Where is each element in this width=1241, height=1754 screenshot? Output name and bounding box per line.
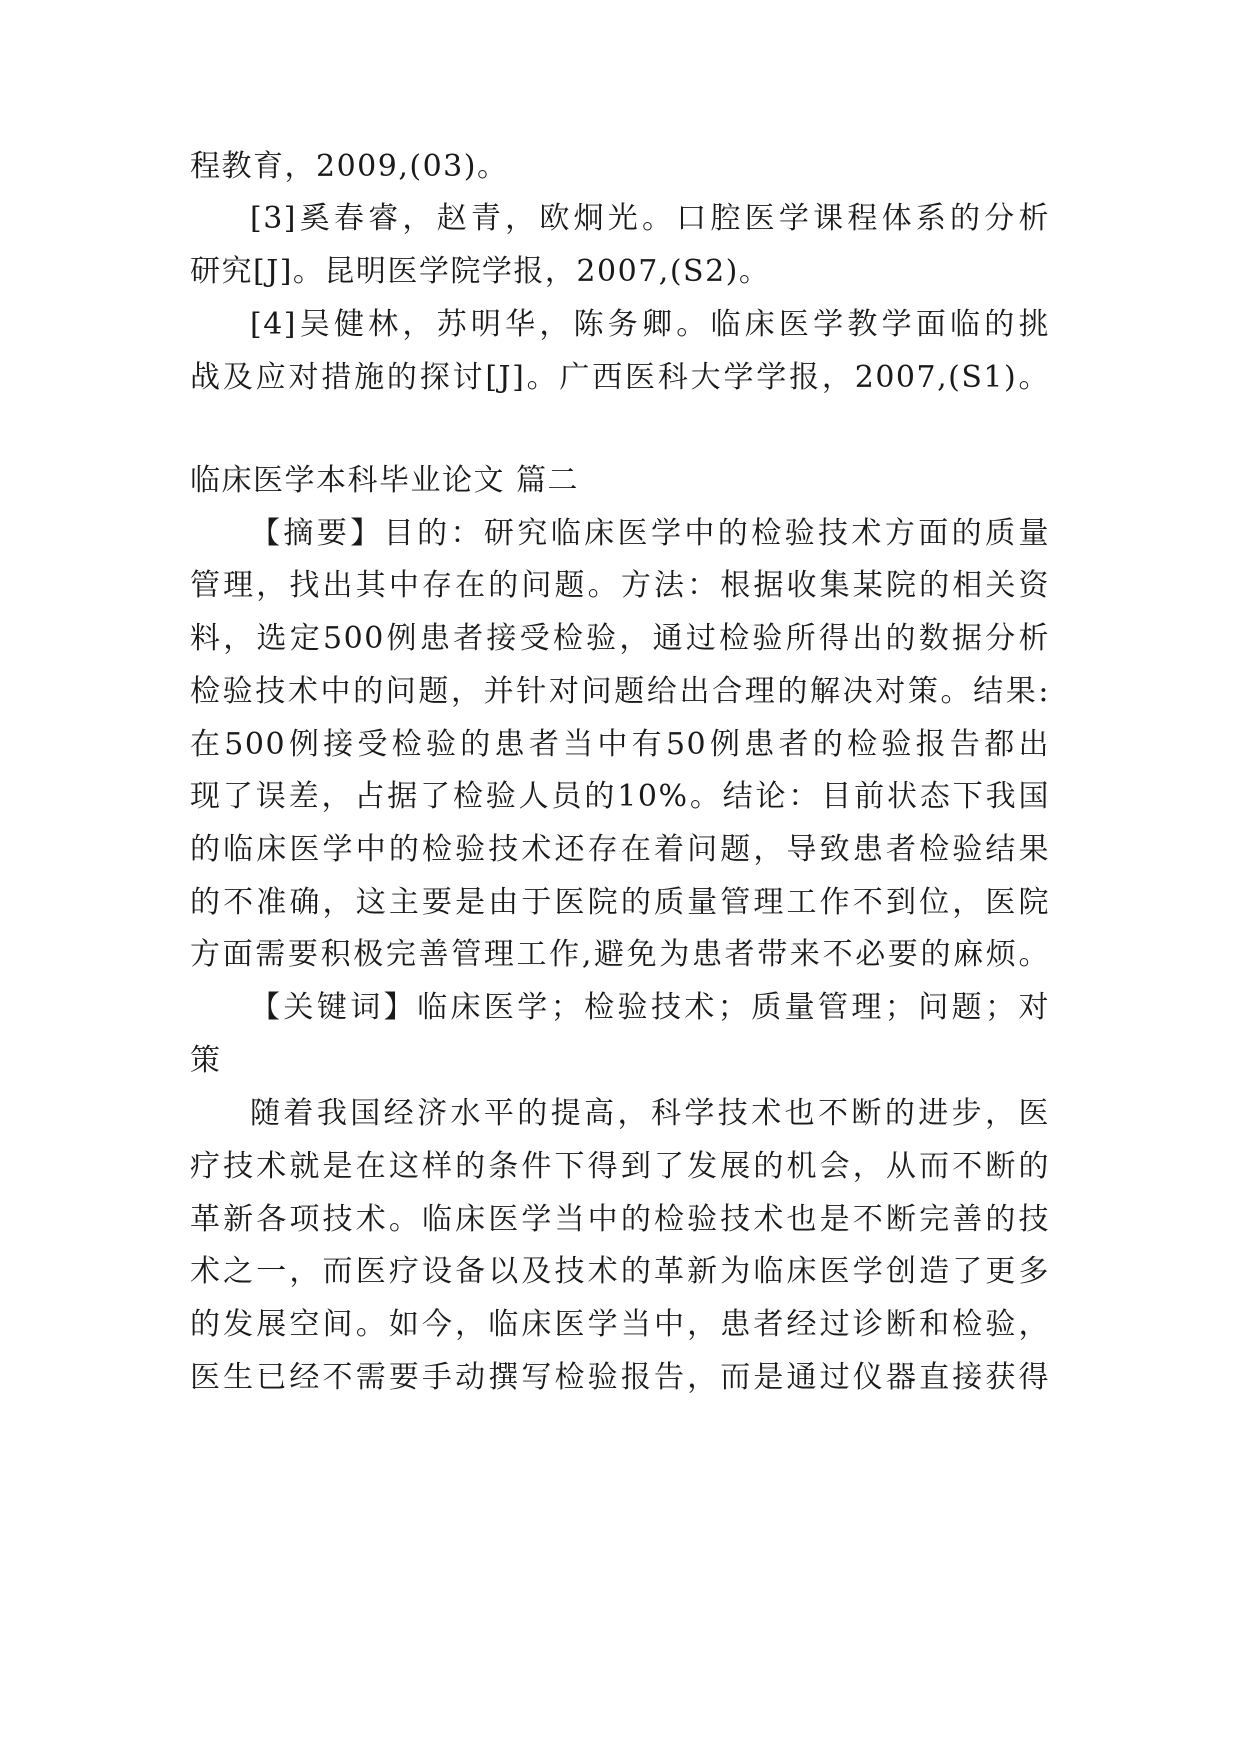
keywords-line: 【关键词】临床医学；检验技术；质量管理；问题；对	[250, 990, 1050, 1025]
keywords-line: 策	[190, 1043, 222, 1078]
abstract-line: 的临床医学中的检验技术还存在着问题，导致患者检验结果	[190, 832, 1050, 867]
reference-line: 战及应对措施的探讨[J]。广西医科大学学报，2007,(S1)。	[190, 360, 1050, 395]
abstract-line: 检验技术中的问题，并针对问题给出合理的解决对策。结果:	[190, 674, 1050, 709]
abstract-line: 在500例接受检验的患者当中有50例患者的检验报告都出	[190, 727, 1050, 762]
body-line: 医生已经不需要手动撰写检验报告，而是通过仪器直接获得	[190, 1360, 1050, 1395]
body-line: 疗技术就是在这样的条件下得到了发展的机会，从而不断的	[190, 1149, 1050, 1184]
abstract-line: 料，选定500例患者接受检验，通过检验所得出的数据分析	[190, 621, 1050, 656]
abstract-line: 的不准确，这主要是由于医院的质量管理工作不到位，医院	[190, 885, 1050, 920]
body-line: 的发展空间。如今，临床医学当中，患者经过诊断和检验，	[190, 1307, 1050, 1342]
abstract-line: 方面需要积极完善管理工作,避免为患者带来不必要的麻烦。	[190, 937, 1050, 972]
body-line: 革新各项技术。临床医学当中的检验技术也是不断完善的技	[190, 1202, 1050, 1237]
section-heading: 临床医学本科毕业论文 篇二	[190, 463, 580, 498]
body-line: 术之一，而医疗设备以及技术的革新为临床医学创造了更多	[190, 1254, 1050, 1289]
body-line: 随着我国经济水平的提高，科学技术也不断的进步，医	[250, 1096, 1050, 1131]
reference-line: 程教育，2009,(03)。	[190, 149, 509, 184]
abstract-line: 管理，找出其中存在的问题。方法：根据收集某院的相关资	[190, 568, 1050, 603]
reference-line: [3]奚春睿，赵青，欧炯光。口腔医学课程体系的分析	[250, 201, 1050, 236]
abstract-line: 【摘要】目的：研究临床医学中的检验技术方面的质量	[250, 516, 1050, 551]
reference-line: 研究[J]。昆明医学院学报，2007,(S2)。	[190, 254, 771, 289]
reference-line: [4]吴健林，苏明华，陈务卿。临床医学教学面临的挑	[250, 307, 1050, 342]
abstract-line: 现了误差，占据了检验人员的10%。结论：目前状态下我国	[190, 779, 1050, 814]
